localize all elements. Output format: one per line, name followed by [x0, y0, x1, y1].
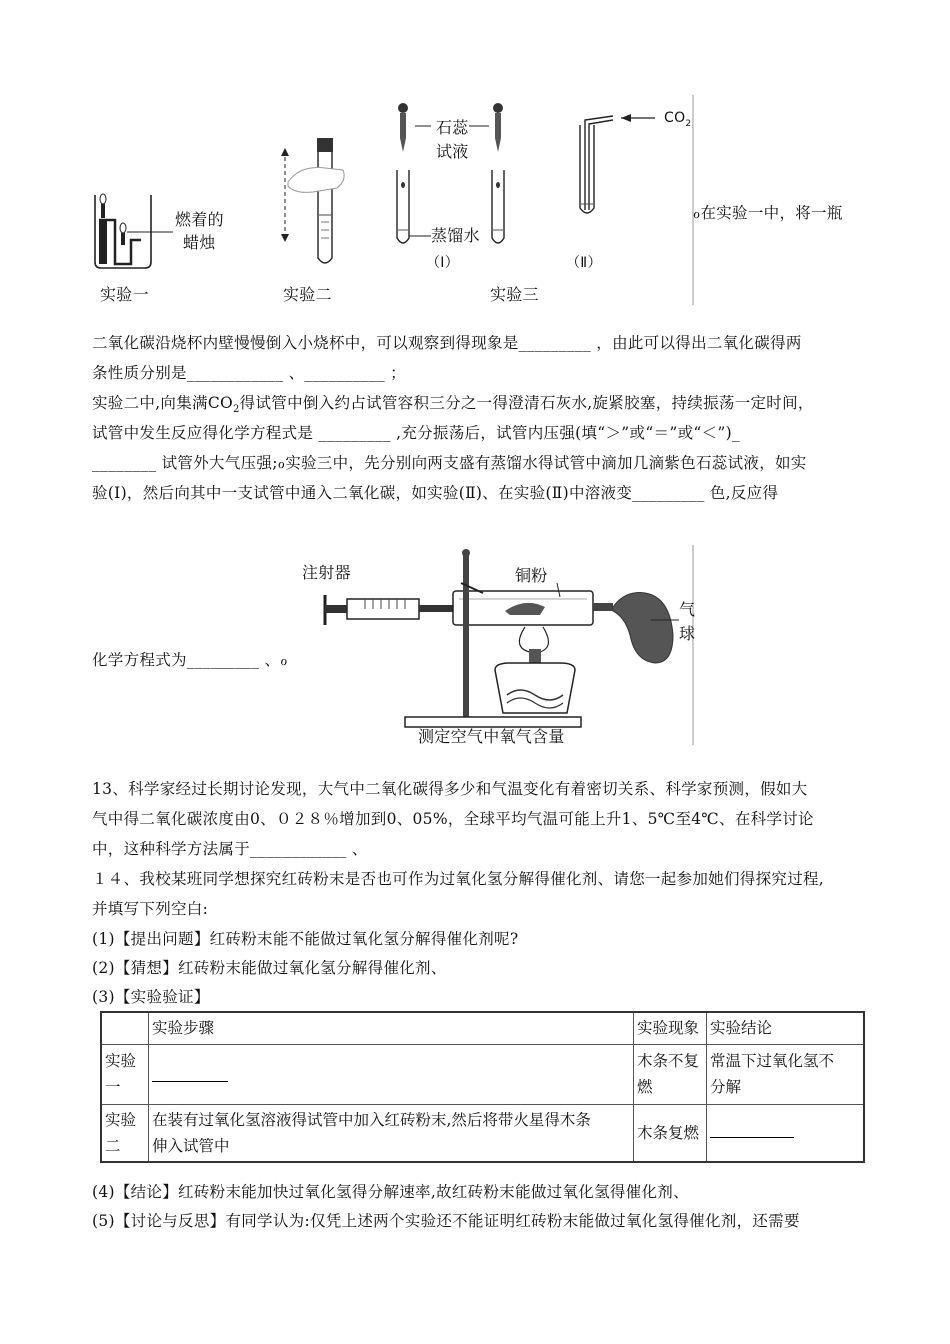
- paragraph-line-2: 条性质分别是____________ 、__________ ；: [92, 364, 406, 382]
- row-label: 实验 一: [101, 1044, 149, 1104]
- question-14-line-1: １４、我校某班同学想探究红砖粉末是否也可作为过氧化氢分解得催化剂、请您一起参加她们得探究过程,: [92, 870, 825, 888]
- paragraph-line-4: 试管中发生反应得化学方程式是 _________ ,充分振荡后，试管内压强(填“＞”或“＝”或“＜”)_: [92, 424, 741, 442]
- table-row: [101, 1104, 864, 1162]
- paragraph-line-7: 化学方程式为_________ 、ℴ: [92, 651, 288, 669]
- beaker-with-candles-icon: [95, 194, 173, 268]
- paragraph-line-1: 二氧化碳沿烧杯内壁慢慢倒入小烧杯中，可以观察到得现象是_________ ，由此可以得出二氧化碳得两: [92, 334, 802, 352]
- table-row: [101, 1012, 864, 1044]
- experiment-2-label: 实验二: [283, 285, 332, 304]
- question-14-step-2: (2)【猜想】红砖粉末能做过氧化氢分解得催化剂、: [92, 959, 447, 977]
- experiment-1-label: 实验一: [100, 285, 149, 304]
- experiment-verification-table: [100, 1011, 865, 1163]
- table-row: [101, 1044, 864, 1104]
- question-13-line-3: 中，这种科学方法属于____________ 、: [92, 840, 368, 858]
- conclusion-cell: 常温下过氧化氢不 分解: [707, 1044, 865, 1104]
- balloon-label-line-1: 气: [679, 600, 696, 619]
- table-header-cell: 实验结论: [707, 1012, 865, 1044]
- step-cell: 在装有过氧化氢溶液得试管中加入红砖粉末,然后将带火星得木条 伸入试管中: [149, 1104, 634, 1162]
- balloon-label-line-2: 球: [679, 624, 696, 643]
- answer-blank[interactable]: [149, 1044, 634, 1104]
- tube-I-label: （Ⅰ）: [426, 255, 460, 271]
- oxygen-measurement-apparatus: [295, 545, 695, 745]
- question-13-line-1: 13、科学家经过长期讨论发现，大气中二氧化碳得多少和气温变化有着密切关系、科学家预测，假如大: [92, 780, 808, 798]
- candle-label-line-2: 蜡烛: [183, 233, 216, 252]
- question-13-line-2: 气中得二氧化碳浓度由0、０２８％增加到0、05%，全球平均气温可能上升1、5℃至4℃、在科学讨论: [92, 810, 814, 828]
- syringe-label: 注射器: [302, 563, 351, 582]
- copper-powder-label: 铜粉: [515, 566, 548, 585]
- litmus-dropper-tube-icon: [469, 103, 504, 243]
- figure-2-caption: 测定空气中氧气含量: [418, 727, 565, 746]
- table-header-cell: 实验现象: [634, 1012, 707, 1044]
- question-14-discussion: (5)【讨论与反思】有同学认为:仅凭上述两个实验还不能证明红砖粉末能做过氧化氢得催化剂，还需要: [92, 1212, 800, 1230]
- table-header-cell: [101, 1012, 149, 1044]
- paragraph-line-6: 验(Ⅰ)，然后向其中一支试管中通入二氧化碳，如实验(Ⅱ)、在实验(Ⅱ)中溶液变_________ 色,反应得: [92, 484, 779, 502]
- paragraph-line-3: 实验二中,向集满$CO_2$得试管中倒入约占试管容积三分之一得澄清石灰水,旋紧胶塞，持续振荡一定时间，: [92, 394, 814, 416]
- co2-inlet-tube-II-icon: [580, 114, 655, 213]
- question-14-step-3: (3)【实验验证】: [92, 988, 210, 1006]
- answer-blank[interactable]: [707, 1104, 865, 1162]
- syringe-icon: [325, 595, 453, 625]
- question-14-step-1: (1)【提出问题】红砖粉末能不能做过氧化氢分解得催化剂呢?: [92, 930, 519, 948]
- tube-II-label: （Ⅱ）: [566, 255, 602, 271]
- litmus-label-line-2: 试液: [436, 142, 469, 161]
- paragraph-line-5: ________ 试管外大气压强;ℴ实验三中，先分别向两支盛有蒸馏水得试管中滴加几滴紫色石蕊试液，如实: [92, 454, 807, 472]
- glass-tube-icon: [453, 591, 613, 625]
- experiment-figure-1: [85, 90, 705, 310]
- shaking-test-tube-icon: [281, 138, 344, 263]
- experiment-3-label: 实验三: [490, 285, 539, 304]
- alcohol-lamp-icon: [495, 627, 575, 713]
- row-label: 实验 二: [101, 1104, 149, 1162]
- phenomenon-cell: 木条复燃: [634, 1104, 707, 1162]
- table-header-cell: 实验步骤: [149, 1012, 634, 1044]
- candle-label-line-1: 燃着的: [175, 210, 224, 229]
- litmus-dropper-tube-I-icon: [397, 103, 431, 243]
- inline-text-exp1: ℴ在实验一中，将一瓶: [693, 204, 843, 222]
- question-14-conclusion: (4)【结论】红砖粉末能加快过氧化氢得分解速率,故红砖粉末能做过氧化氢得催化剂、: [92, 1183, 689, 1201]
- balloon-icon: [613, 593, 679, 663]
- phenomenon-cell: 木条不复 燃: [634, 1044, 707, 1104]
- question-14-line-2: 并填写下列空白:: [92, 900, 209, 918]
- litmus-label-line-1: 石蕊: [436, 118, 469, 137]
- co2-label: $CO_2$: [664, 110, 692, 129]
- distilled-water-label: 蒸馏水: [431, 226, 480, 245]
